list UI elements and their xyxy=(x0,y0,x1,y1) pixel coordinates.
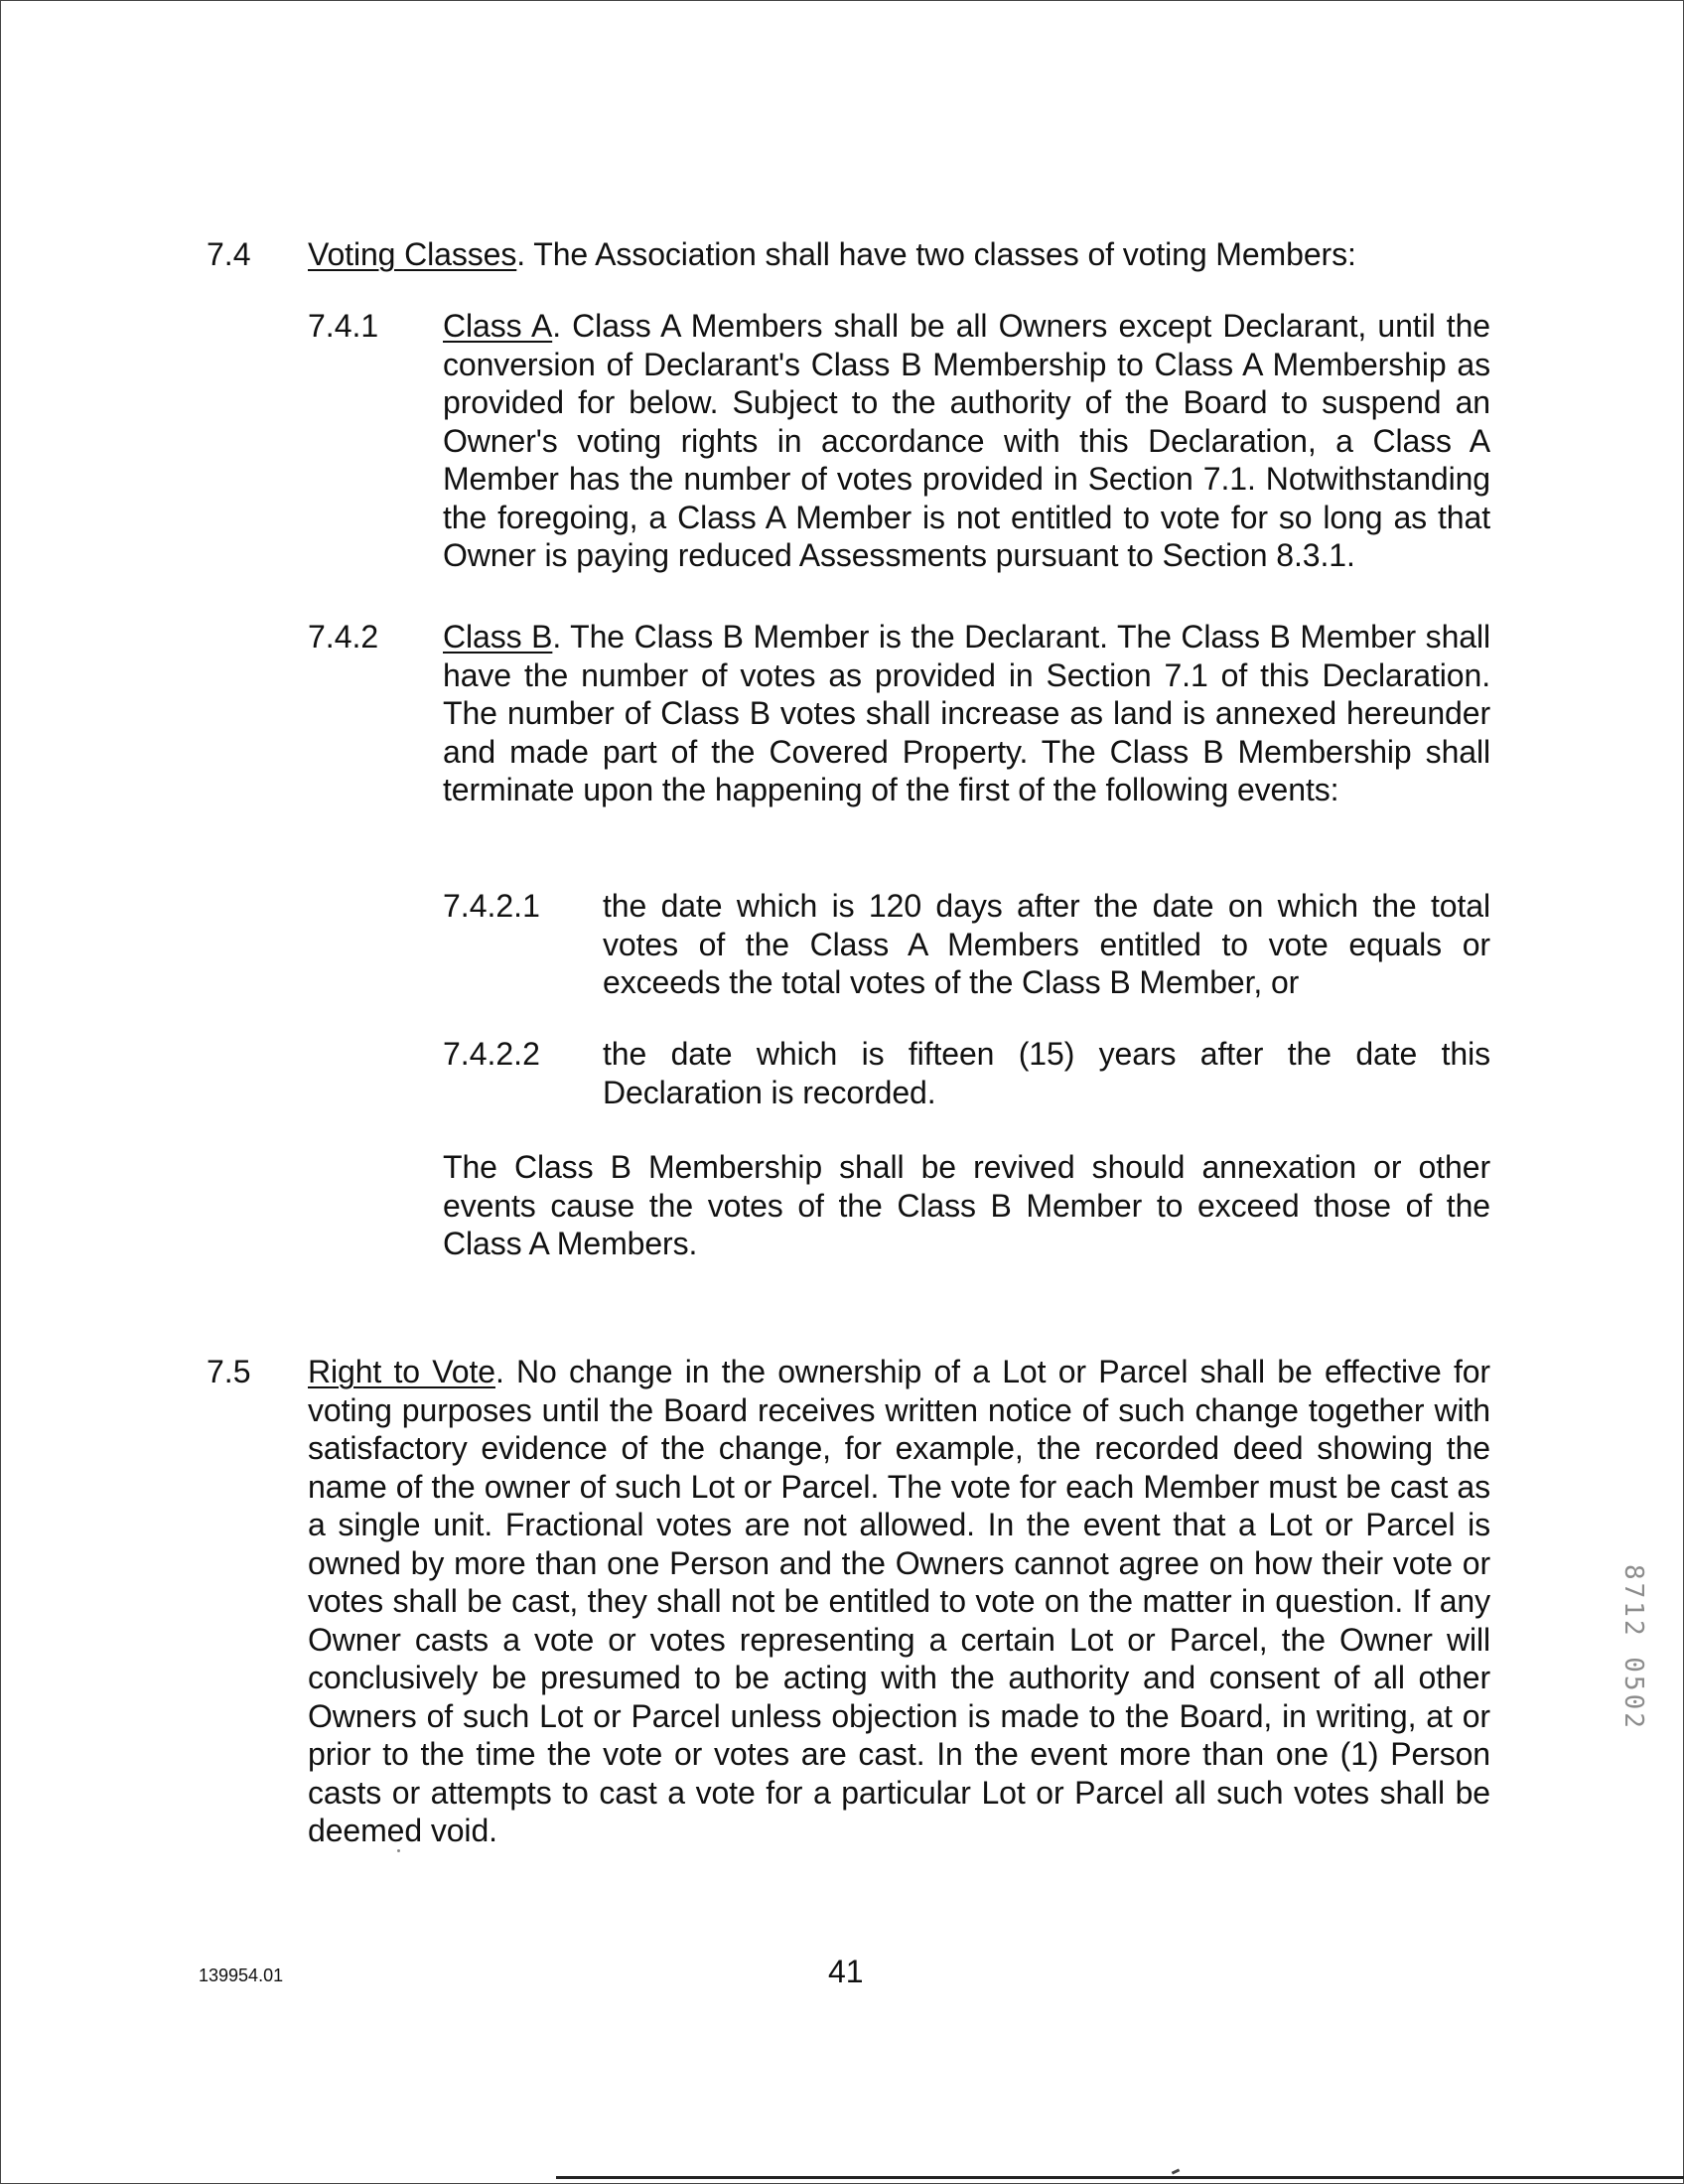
bottom-rule xyxy=(556,2176,1684,2179)
recording-stamp xyxy=(1620,1564,1650,1902)
section-text-7-4-2-2: the date which is fifteen (15) years after the date this Declaration is recorded. xyxy=(603,1036,1490,1110)
scan-speck xyxy=(397,1849,400,1852)
section-heading-class-b: Class B xyxy=(443,619,553,655)
section-number-7-4-2-1: 7.4.2.1 xyxy=(443,888,540,924)
document-id: 139954.01 xyxy=(199,1966,284,1985)
section-7-4-2 xyxy=(443,618,1490,809)
section-number-7-4: 7.4 xyxy=(207,236,251,272)
bottom-rule-tick xyxy=(1172,2168,1181,2174)
section-heading-class-a: Class A xyxy=(443,308,553,344)
section-number-7-5: 7.5 xyxy=(207,1354,251,1389)
recording-stamp-text: 8712 0502 xyxy=(1618,1564,1648,1731)
section-heading-voting-classes: Voting Classes xyxy=(308,236,517,272)
section-text-7-4-2-1: the date which is 120 days after the date on which the total votes of the Class A Members entitled to vote equals or exceeds the total votes of the Class B Member, or xyxy=(603,888,1490,1000)
section-number-7-4-1: 7.4.1 xyxy=(308,308,379,344)
section-7-4-1 xyxy=(443,307,1490,575)
section-7-5 xyxy=(308,1353,1490,1850)
section-text-7-4-2: . The Class B Member is the Declarant. The Class B Member shall have the number of votes as provided in Section 7.1 of this Declaration. The number of Class B votes shall increase as land is annexed hereunder and made part of the Covered Property. The Class B Membership shall terminate upon the happening of the first of the following events: xyxy=(443,619,1490,807)
section-text-7-5: . No change in the ownership of a Lot or Parcel shall be effective for voting purposes until the Board receives written notice of such change together with satisfactory evidence of the change, for example, the recorded deed showing the name of the owner of such Lot or Parcel. The vote for each Member must be cast as a single unit. Fractional votes are not allowed. In the event that a Lot or Parcel is owned by more than one Person and the Owners cannot agree on how their vote or votes shall be cast, they shall not be entitled to vote on the matter in question. If any Owner casts a vote or votes representing a certain Lot or Parcel, the Owner will conclusively be presumed to be acting with the authority and consent of all other Owners of such Lot or Parcel unless objection is made to the Board, in writing, at or prior to the time the vote or votes are cast. In the event more than one (1) Person casts or attempts to cast a vote for a particular Lot or Parcel all such votes shall be deemed void. xyxy=(308,1354,1490,1848)
section-number-7-4-2: 7.4.2 xyxy=(308,619,379,655)
section-7-4 xyxy=(308,235,1499,274)
section-heading-right-to-vote: Right to Vote xyxy=(308,1354,495,1389)
section-number-7-4-2-2: 7.4.2.2 xyxy=(443,1036,540,1072)
revival-paragraph: The Class B Membership shall be revived should annexation or other events cause the votes of the Class B Member to exceed those of the Class A Members. xyxy=(443,1149,1490,1261)
page-number: 41 xyxy=(828,1954,864,1989)
section-text-7-4: . The Association shall have two classes of voting Members: xyxy=(516,236,1356,272)
section-text-7-4-1: . Class A Members shall be all Owners except Declarant, until the conversion of Declarant's Class B Membership to Class A Membership as provided for below. Subject to the authority of the Board to suspend an Owner's voting rights in accordance with this Declaration, a Class A Member has the number of votes provided in Section 7.1. Notwithstanding the foregoing, a Class A Member is not entitled to vote for so long as that Owner is paying reduced Assessments pursuant to Section 8.3.1. xyxy=(443,308,1490,573)
